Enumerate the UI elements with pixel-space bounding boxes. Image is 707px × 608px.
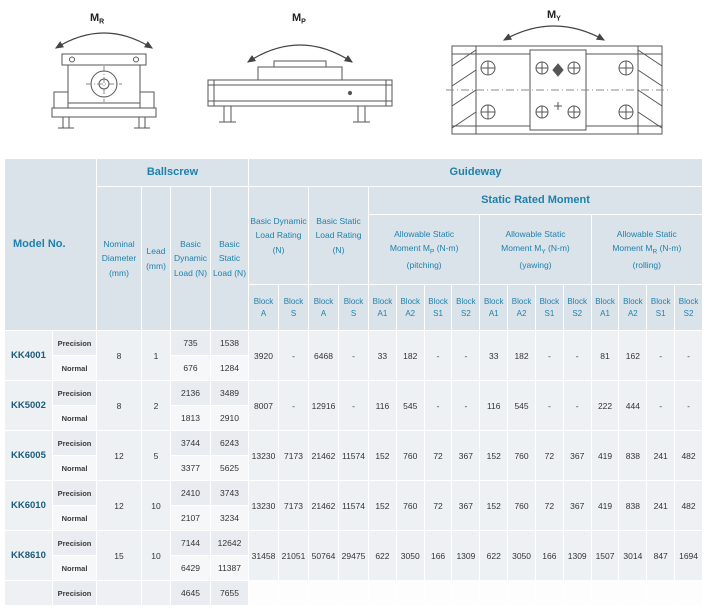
block-header: Block A2 xyxy=(396,285,424,331)
ballscrew-dynamic-load-value: 6429 xyxy=(171,556,211,581)
guideway-value: - xyxy=(279,381,309,431)
guideway-value: 182 xyxy=(396,331,424,381)
type-label-precision: Precision xyxy=(53,431,97,456)
guideway-value: 116 xyxy=(480,381,508,431)
guideway-value xyxy=(508,581,536,606)
ballscrew-static-load-value: 12642 xyxy=(211,531,249,556)
guideway-value: 33 xyxy=(369,331,397,381)
guideway-value xyxy=(339,581,369,606)
table-body xyxy=(5,331,703,606)
block-header: Block S xyxy=(279,285,309,331)
guideway-value: 11574 xyxy=(339,481,369,531)
guideway-value: 1309 xyxy=(452,531,480,581)
mp-label: $M_P$ xyxy=(292,12,306,26)
guideway-value: 166 xyxy=(535,531,563,581)
guideway-value: 72 xyxy=(535,431,563,481)
model-no: KK5002 xyxy=(5,381,53,431)
mr-label: $M_R$ xyxy=(90,12,105,26)
guideway-value: 622 xyxy=(369,531,397,581)
type-label-precision: Precision xyxy=(53,331,97,356)
guideway-value: 21051 xyxy=(279,531,309,581)
guideway-value: 367 xyxy=(452,431,480,481)
type-label-normal: Normal xyxy=(53,406,97,431)
guideway-value: - xyxy=(563,381,591,431)
guideway-value: - xyxy=(452,331,480,381)
model-no: KK6005 xyxy=(5,431,53,481)
ballscrew-dynamic-load-value: 676 xyxy=(171,356,211,381)
guideway-value: 241 xyxy=(647,431,675,481)
guideway-value: - xyxy=(675,381,703,431)
ballscrew-static-load-value: 11387 xyxy=(211,556,249,581)
guideway-value: 847 xyxy=(647,531,675,581)
lead-value: 1 xyxy=(142,331,171,381)
block-header: Block A2 xyxy=(508,285,536,331)
guideway-value xyxy=(563,581,591,606)
type-label-normal: Normal xyxy=(53,506,97,531)
pitch-moment-diagram xyxy=(200,6,400,156)
roll-moment-diagram xyxy=(36,6,158,156)
guideway-value xyxy=(591,581,619,606)
table-row xyxy=(5,431,703,456)
guideway-value: 152 xyxy=(480,481,508,531)
ballscrew-dynamic-load-value: 3377 xyxy=(171,456,211,481)
spec-table xyxy=(4,158,703,606)
guideway-value: - xyxy=(675,331,703,381)
static-load-rating-header: Basic Static Load Rating (N) xyxy=(309,187,369,285)
guideway-value xyxy=(424,581,452,606)
ballscrew-dynamic-load-value: 7144 xyxy=(171,531,211,556)
guideway-value: - xyxy=(535,381,563,431)
guideway-value: 419 xyxy=(591,481,619,531)
guideway-value xyxy=(535,581,563,606)
table-row xyxy=(5,481,703,506)
guideway-value xyxy=(647,581,675,606)
table-row xyxy=(5,531,703,556)
guideway-value: - xyxy=(424,331,452,381)
block-header: Block A xyxy=(309,285,339,331)
guideway-value: 8007 xyxy=(249,381,279,431)
guideway-value xyxy=(619,581,647,606)
guideway-value: 482 xyxy=(675,431,703,481)
block-header: Block A2 xyxy=(619,285,647,331)
guideway-value xyxy=(279,581,309,606)
moment-yawing-header: Allowable Static Moment $M_Y$ (N-m) (yawing) xyxy=(480,215,591,285)
moment-rolling-header: Allowable Static Moment $M_R$ (N-m) (rolling) xyxy=(591,215,702,285)
guideway-value: 545 xyxy=(508,381,536,431)
block-header: Block A1 xyxy=(480,285,508,331)
guideway-value: - xyxy=(563,331,591,381)
guideway-value: 13230 xyxy=(249,431,279,481)
ballscrew-dynamic-load-value: 2136 xyxy=(171,381,211,406)
guideway-value: 419 xyxy=(591,431,619,481)
nominal-diameter-value: 12 xyxy=(97,431,142,481)
ballscrew-static-load-value: 7655 xyxy=(211,581,249,606)
guideway-value: 760 xyxy=(396,431,424,481)
guideway-value: 622 xyxy=(480,531,508,581)
guideway-value: 152 xyxy=(369,481,397,531)
guideway-value xyxy=(369,581,397,606)
moment-pitching-header: Allowable Static Moment $M_P$ (N-m) (pitching) xyxy=(369,215,480,285)
my-rotation-arrow xyxy=(504,26,604,40)
guideway-value: 31458 xyxy=(249,531,279,581)
guideway-value xyxy=(396,581,424,606)
guideway-value xyxy=(675,581,703,606)
guideway-value: - xyxy=(647,381,675,431)
moment-diagrams xyxy=(0,0,707,158)
block-header: Block A xyxy=(249,285,279,331)
guideway-value: 50764 xyxy=(309,531,339,581)
guideway-value: - xyxy=(535,331,563,381)
nominal-diameter-value: 15 xyxy=(97,531,142,581)
guideway-group-header: Guideway xyxy=(249,159,703,187)
ballscrew-dynamic-load-value: 2410 xyxy=(171,481,211,506)
basic-static-load-header: Basic Static Load (N) xyxy=(211,187,249,331)
type-label-precision: Precision xyxy=(53,531,97,556)
guideway-value: 760 xyxy=(508,431,536,481)
model-no xyxy=(5,581,53,606)
block-header: Block S1 xyxy=(424,285,452,331)
type-label-precision: Precision xyxy=(53,581,97,606)
guideway-value: 72 xyxy=(424,431,452,481)
guideway-value: 72 xyxy=(535,481,563,531)
type-label-normal: Normal xyxy=(53,556,97,581)
table-row xyxy=(5,331,703,356)
lead-value xyxy=(142,581,171,606)
ballscrew-dynamic-load-value: 1813 xyxy=(171,406,211,431)
ballscrew-dynamic-load-value: 735 xyxy=(171,331,211,356)
guideway-value: 3920 xyxy=(249,331,279,381)
nominal-diameter-value xyxy=(97,581,142,606)
guideway-value: 444 xyxy=(619,381,647,431)
static-rated-moment-header: Static Rated Moment xyxy=(369,187,703,215)
model-no-header: Model No. xyxy=(5,159,97,331)
guideway-value: 1507 xyxy=(591,531,619,581)
guideway-value: 222 xyxy=(591,381,619,431)
guideway-value: 545 xyxy=(396,381,424,431)
guideway-value: 760 xyxy=(508,481,536,531)
guideway-value: - xyxy=(424,381,452,431)
ballscrew-static-load-value: 5625 xyxy=(211,456,249,481)
guideway-value: - xyxy=(279,331,309,381)
ballscrew-dynamic-load-value: 4645 xyxy=(171,581,211,606)
guideway-value: 3014 xyxy=(619,531,647,581)
guideway-value: - xyxy=(339,331,369,381)
guideway-value xyxy=(309,581,339,606)
guideway-value: 1694 xyxy=(675,531,703,581)
guideway-value: 6468 xyxy=(309,331,339,381)
ballscrew-static-load-value: 3489 xyxy=(211,381,249,406)
ballscrew-static-load-value: 6243 xyxy=(211,431,249,456)
model-no: KK8610 xyxy=(5,531,53,581)
ballscrew-static-load-value: 3743 xyxy=(211,481,249,506)
my-label: $M_Y$ xyxy=(547,9,561,23)
guideway-value: 21462 xyxy=(309,481,339,531)
ballscrew-group-header: Ballscrew xyxy=(97,159,249,187)
model-no: KK4001 xyxy=(5,331,53,381)
guideway-value: 241 xyxy=(647,481,675,531)
guideway-value xyxy=(480,581,508,606)
block-header: Block S2 xyxy=(563,285,591,331)
guideway-value: 152 xyxy=(480,431,508,481)
nominal-diameter-value: 8 xyxy=(97,331,142,381)
ballscrew-static-load-value: 1284 xyxy=(211,356,249,381)
guideway-value: 1309 xyxy=(563,531,591,581)
guideway-value: 33 xyxy=(480,331,508,381)
ballscrew-static-load-value: 2910 xyxy=(211,406,249,431)
model-no: KK6010 xyxy=(5,481,53,531)
guideway-value: 3050 xyxy=(508,531,536,581)
ballscrew-static-load-value: 1538 xyxy=(211,331,249,356)
guideway-value: 12916 xyxy=(309,381,339,431)
nominal-diameter-value: 8 xyxy=(97,381,142,431)
ballscrew-static-load-value: 3234 xyxy=(211,506,249,531)
dynamic-load-rating-header: Basic Dynamic Load Rating (N) xyxy=(249,187,309,285)
lead-value: 2 xyxy=(142,381,171,431)
block-header: Block S2 xyxy=(675,285,703,331)
guideway-value: 152 xyxy=(369,431,397,481)
table-row xyxy=(5,381,703,406)
guideway-value: 182 xyxy=(508,331,536,381)
guideway-value xyxy=(249,581,279,606)
guideway-value: - xyxy=(339,381,369,431)
guideway-value xyxy=(452,581,480,606)
guideway-value: 72 xyxy=(424,481,452,531)
guideway-value: 367 xyxy=(563,481,591,531)
table-row xyxy=(5,581,703,606)
lead-value: 10 xyxy=(142,531,171,581)
type-label-precision: Precision xyxy=(53,381,97,406)
type-label-precision: Precision xyxy=(53,481,97,506)
basic-dynamic-load-header: Basic Dynamic Load (N) xyxy=(171,187,211,331)
mp-rotation-arrow xyxy=(248,45,352,62)
block-header: Block S1 xyxy=(535,285,563,331)
guideway-value: 482 xyxy=(675,481,703,531)
block-header: Block A1 xyxy=(369,285,397,331)
lead-value: 5 xyxy=(142,431,171,481)
guideway-value: 367 xyxy=(563,431,591,481)
guideway-value: - xyxy=(647,331,675,381)
lead-header: Lead (mm) xyxy=(142,187,171,331)
guideway-value: 162 xyxy=(619,331,647,381)
block-header: Block S1 xyxy=(647,285,675,331)
guideway-value: - xyxy=(452,381,480,431)
guideway-value: 367 xyxy=(452,481,480,531)
type-label-normal: Normal xyxy=(53,456,97,481)
ballscrew-dynamic-load-value: 2107 xyxy=(171,506,211,531)
block-header: Block S2 xyxy=(452,285,480,331)
yaw-moment-diagram xyxy=(442,6,672,156)
ballscrew-dynamic-load-value: 3744 xyxy=(171,431,211,456)
guideway-value: 13230 xyxy=(249,481,279,531)
guideway-value: 116 xyxy=(369,381,397,431)
guideway-value: 3050 xyxy=(396,531,424,581)
nominal-diameter-header: Nominal Diameter (mm) xyxy=(97,187,142,331)
lead-value: 10 xyxy=(142,481,171,531)
block-header: Block S xyxy=(339,285,369,331)
nominal-diameter-value: 12 xyxy=(97,481,142,531)
guideway-value: 7173 xyxy=(279,431,309,481)
guideway-value: 7173 xyxy=(279,481,309,531)
guideway-value: 11574 xyxy=(339,431,369,481)
guideway-value: 838 xyxy=(619,481,647,531)
guideway-value: 760 xyxy=(396,481,424,531)
type-label-normal: Normal xyxy=(53,356,97,381)
guideway-value: 166 xyxy=(424,531,452,581)
guideway-value: 29475 xyxy=(339,531,369,581)
guideway-value: 838 xyxy=(619,431,647,481)
mr-rotation-arrow xyxy=(56,33,152,48)
guideway-value: 81 xyxy=(591,331,619,381)
guideway-value: 21462 xyxy=(309,431,339,481)
block-header: Block A1 xyxy=(591,285,619,331)
